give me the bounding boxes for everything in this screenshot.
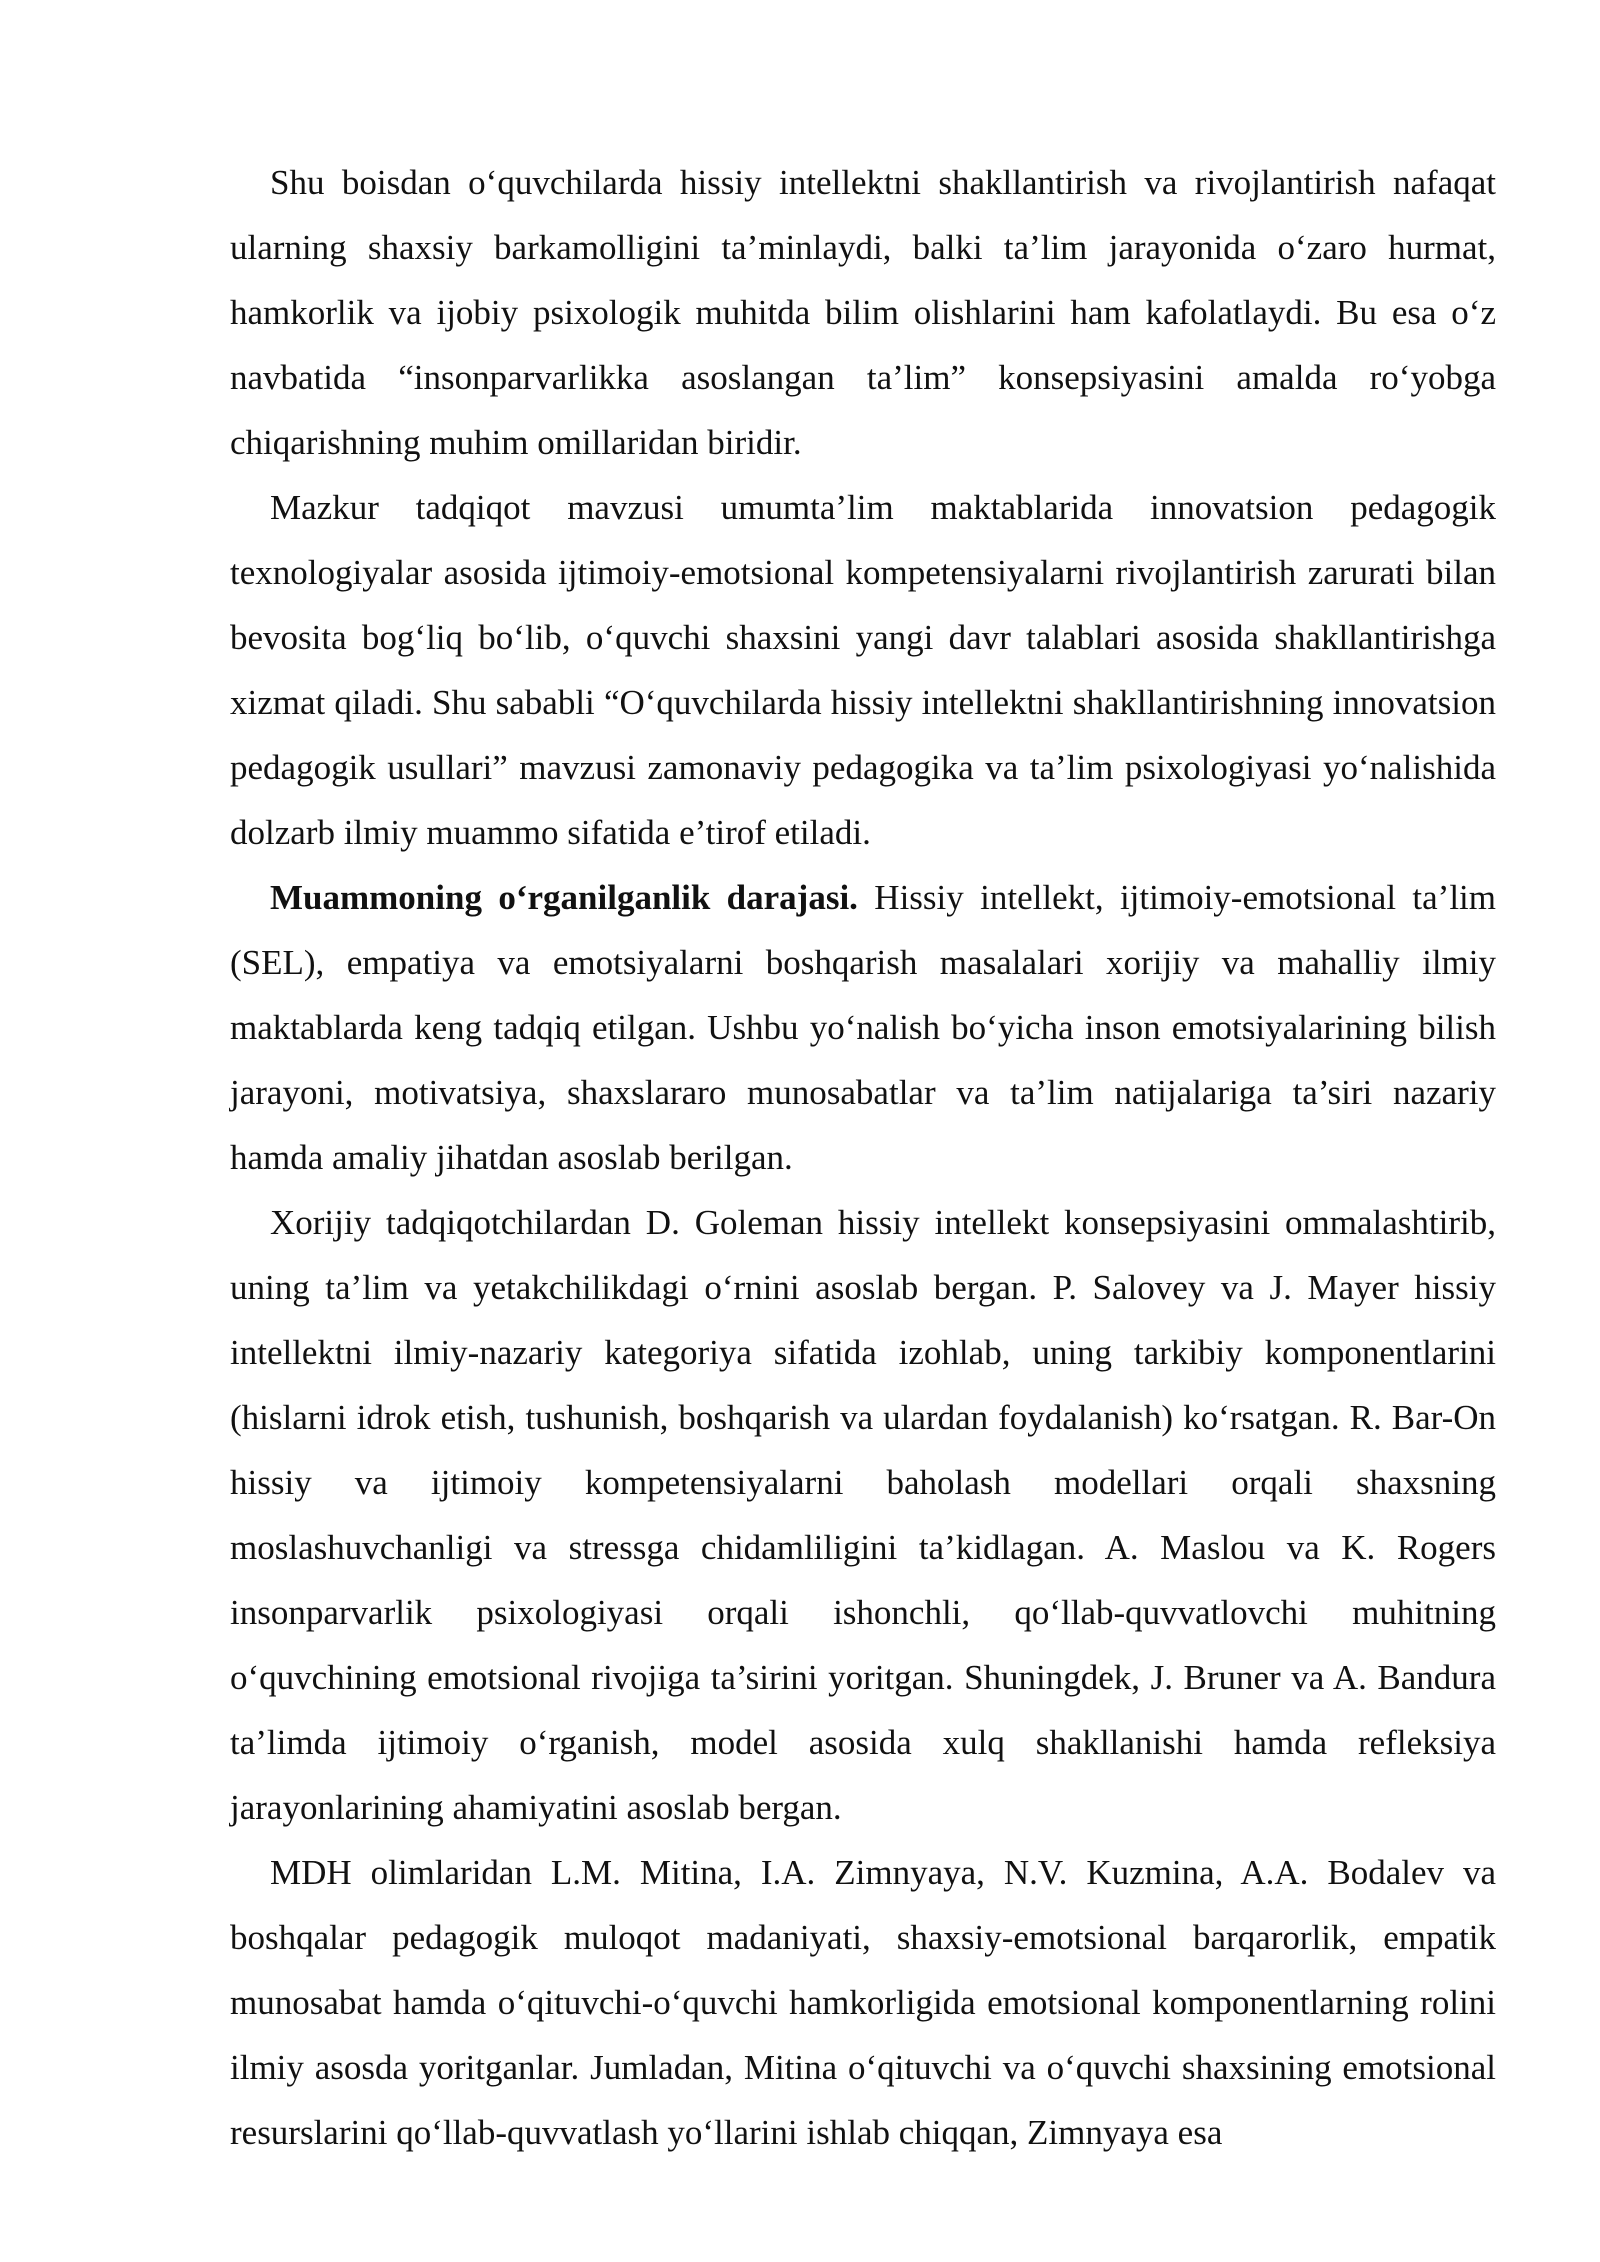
paragraph-3-text: Hissiy intellekt, ijtimoiy-emotsional ta’lim (SEL), empatiya va emotsiyalarni boshqarish masalalari xorijiy va mahalliy ilmiy maktablarda keng tadqiq etilgan. Ushbu yo‘nalish bo‘yicha inson emotsiyalarining bilish jarayoni, motivatsiya, shaxslararo munosabatlar va ta’lim natijalariga ta’siri nazariy hamda amaliy jihatdan asoslab berilgan.	[230, 878, 1496, 1177]
document-page	[230, 150, 1496, 2165]
paragraph-5-text: MDH olimlaridan L.M. Mitina, I.A. Zimnyaya, N.V. Kuzmina, A.A. Bodalev va boshqalar pedagogik muloqot madaniyati, shaxsiy-emotsional barqarorlik, empatik munosabat hamda o‘qituvchi-o‘quvchi hamkorligida emotsional komponentlarning rolini ilmiy asosda yoritganlar. Jumladan, Mitina o‘qituvchi va o‘quvchi shaxsining emotsional resurslarini qo‘llab-quvvatlash yo‘llarini ishlab chiqqan, Zimnyaya esa	[230, 1853, 1496, 2152]
paragraph-3	[230, 865, 1496, 1190]
paragraph-1	[230, 150, 1496, 475]
paragraph-4	[230, 1190, 1496, 1840]
paragraph-2-text: Mazkur tadqiqot mavzusi umumta’lim maktablarida innovatsion pedagogik texnologiyalar asosida ijtimoiy-emotsional kompetensiyalarni rivojlantirish zarurati bilan bevosita bog‘liq bo‘lib, o‘quvchi shaxsini yangi davr talablari asosida shakllantirishga xizmat qiladi. Shu sababli “O‘quvchilarda hissiy intellektni shakllantirishning innovatsion pedagogik usullari” mavzusi zamonaviy pedagogika va ta’lim psixologiyasi yo‘nalishida dolzarb ilmiy muammo sifatida e’tirof etiladi.	[230, 488, 1496, 852]
section-heading: Muammoning o‘rganilganlik darajasi.	[270, 878, 858, 917]
paragraph-1-text: Shu boisdan o‘quvchilarda hissiy intellektni shakllantirish va rivojlantirish nafaqat ularning shaxsiy barkamolligini ta’minlaydi, balki ta’lim jarayonida o‘zaro hurmat, hamkorlik va ijobiy psixologik muhitda bilim olishlarini ham kafolatlaydi. Bu esa o‘z navbatida “insonparvarlikka asoslangan ta’lim” konsepsiyasini amalda ro‘yobga chiqarishning muhim omillaridan biridir.	[230, 163, 1496, 462]
paragraph-5	[230, 1840, 1496, 2165]
paragraph-2	[230, 475, 1496, 865]
paragraph-4-text: Xorijiy tadqiqotchilardan D. Goleman hissiy intellekt konsepsiyasini ommalashtirib, uning ta’lim va yetakchilikdagi o‘rnini asoslab bergan. P. Salovey va J. Mayer hissiy intellektni ilmiy-nazariy kategoriya sifatida izohlab, uning tarkibiy komponentlarini (hislarni idrok etish, tushunish, boshqarish va ulardan foydalanish) ko‘rsatgan. R. Bar-On hissiy va ijtimoiy kompetensiyalarni baholash modellari orqali shaxsning moslashuvchanligi va stressga chidamliligini ta’kidlagan. A. Maslou va K. Rogers insonparvarlik psixologiyasi orqali ishonchli, qo‘llab-quvvatlovchi muhitning o‘quvchining emotsional rivojiga ta’sirini yoritgan. Shuningdek, J. Bruner va A. Bandura ta’limda ijtimoiy o‘rganish, model asosida xulq shakllanishi hamda refleksiya jarayonlarining ahamiyatini asoslab bergan.	[230, 1203, 1496, 1827]
